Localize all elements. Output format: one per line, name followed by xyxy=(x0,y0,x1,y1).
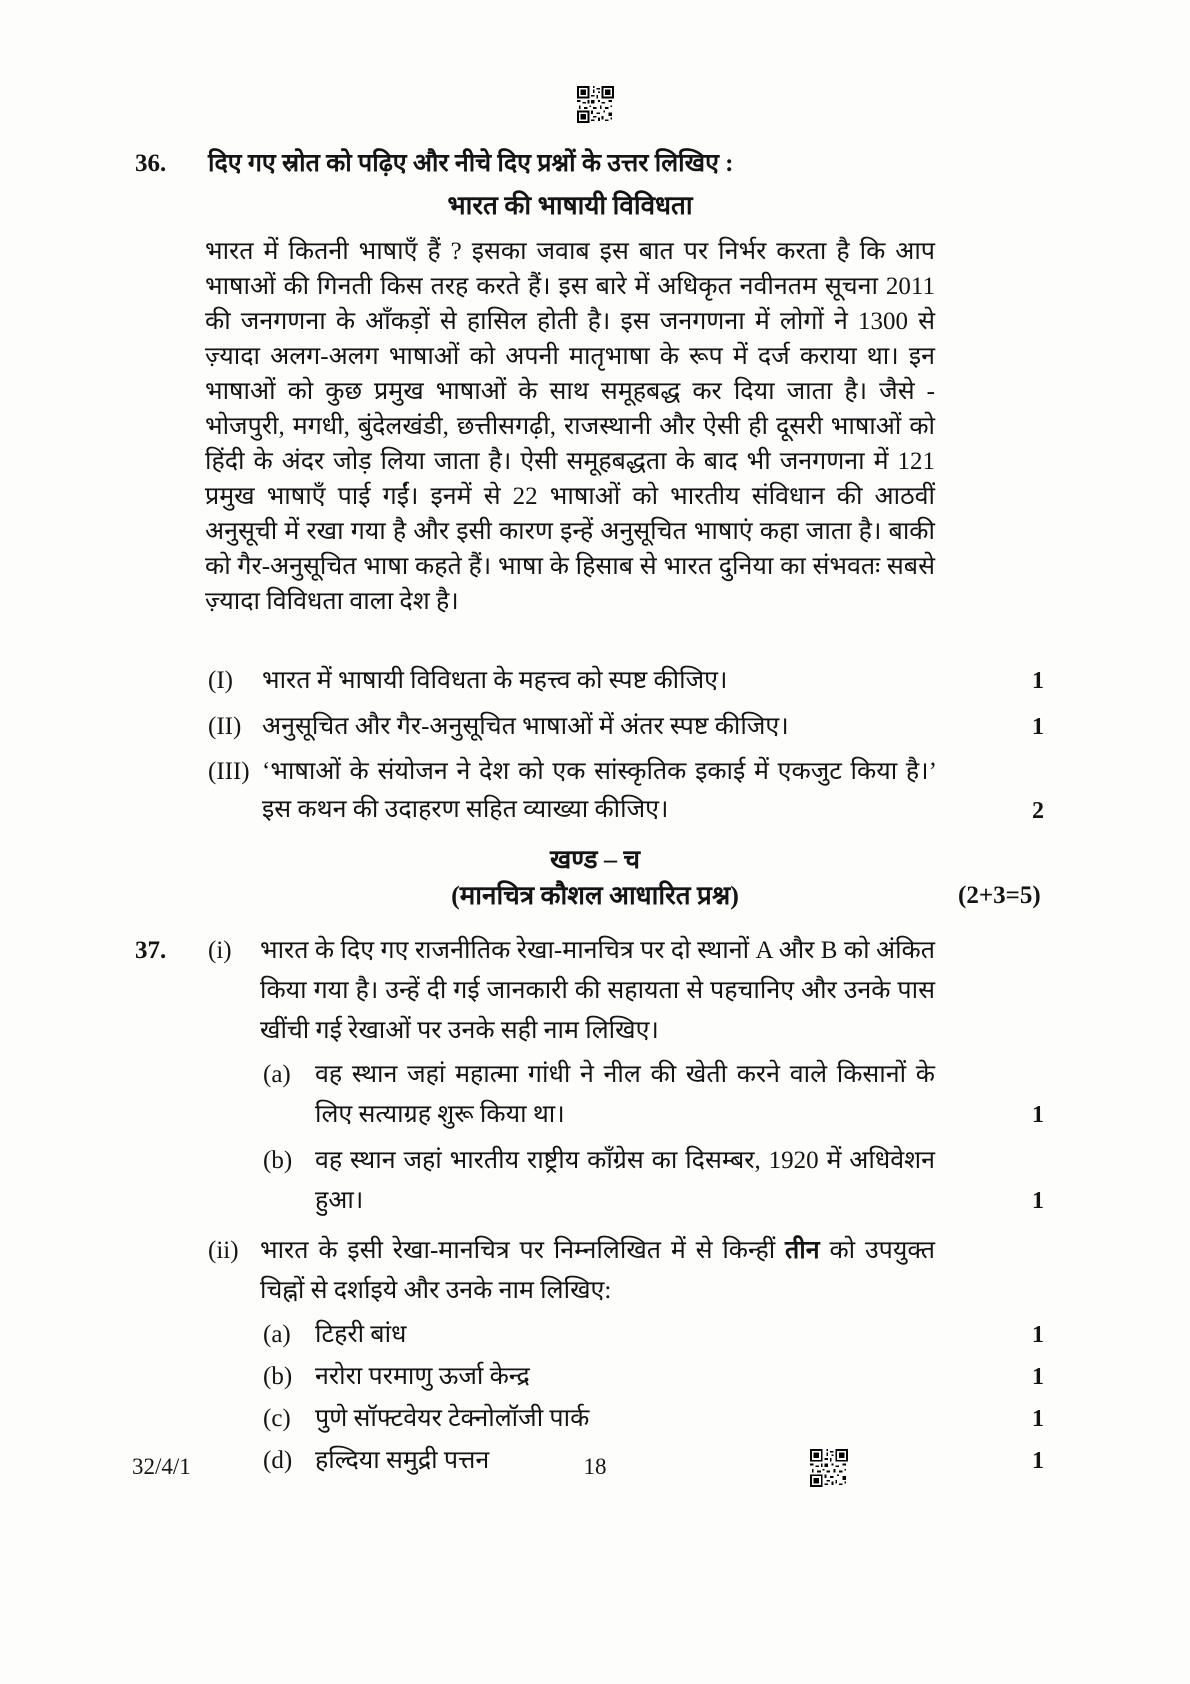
footer-page-number: 18 xyxy=(583,1454,607,1479)
subquestion-row xyxy=(0,709,1190,745)
part-text-bold: तीन xyxy=(785,1237,820,1264)
qr-code-icon xyxy=(577,86,614,123)
part-label: (ii) xyxy=(208,1237,239,1264)
part-text xyxy=(260,1231,935,1311)
item-label: (a) xyxy=(263,1321,291,1348)
map-item-row xyxy=(0,1401,1190,1437)
marks-value: 1 xyxy=(1032,1364,1044,1390)
subquestion-text: ‘भाषाओं के संयोजन ने देश को एक सांस्कृतिक इकाई में एकजुट किया है।’ इस कथन की उदाहरण सहित व्याख्या कीजिए। xyxy=(262,758,937,823)
qr-code-icon xyxy=(810,1448,848,1488)
marks-value: 1 xyxy=(1032,1102,1044,1128)
marks-value: 1 xyxy=(1032,1448,1044,1474)
item-label: (d) xyxy=(263,1447,293,1474)
subquestion-text: अनुसूचित और गैर-अनुसूचित भाषाओं में अंतर स्पष्ट कीजिए। xyxy=(262,713,789,740)
item-text: नरोरा परमाणु ऊर्जा केन्द्र xyxy=(315,1363,530,1390)
question-37-part-ii-row xyxy=(0,1231,1190,1311)
marks-value: 1 xyxy=(1032,1188,1044,1214)
question-37-row xyxy=(0,931,1190,1051)
item-label: (a) xyxy=(263,1061,291,1088)
item-text: टिहरी बांध xyxy=(315,1321,407,1348)
subquestion-row xyxy=(0,663,1190,699)
marks-value: 1 xyxy=(1032,1406,1044,1432)
map-question-row xyxy=(0,1055,1190,1135)
marks-value: 2 xyxy=(1032,798,1044,824)
subquestion-label: (II) xyxy=(208,713,242,740)
part-text-suffix: को उपयुक्त चिह्नों से दर्शाइये और उनके नाम लिखिए: xyxy=(260,1237,935,1304)
item-text: वह स्थान जहां महात्मा गांधी ने नील की खेती करने वाले किसानों के लिए सत्याग्रह शुरू किया था। xyxy=(315,1061,935,1128)
map-question-row xyxy=(0,1141,1190,1221)
section-marks-scheme: (2+3=5) xyxy=(958,882,1041,909)
item-label: (b) xyxy=(263,1363,293,1390)
item-text: वह स्थान जहां भारतीय राष्ट्रीय काँग्रेस का दिसम्बर, 1920 में अधिवेशन हुआ। xyxy=(315,1147,935,1214)
question-number: 37. xyxy=(135,937,167,964)
part-label: (i) xyxy=(208,937,232,964)
subquestion-label: (I) xyxy=(208,667,233,694)
question-heading: दिए गए स्रोत को पढ़िए और नीचे दिए प्रश्नों के उत्तर लिखिए : xyxy=(208,150,734,177)
passage-title: भारत की भाषायी विविधता xyxy=(447,191,693,220)
subquestion-label: (III) xyxy=(208,758,250,785)
map-item-row xyxy=(0,1359,1190,1395)
section-subtitle: (मानचित्र कौशल आधारित प्रश्न) xyxy=(451,881,739,910)
part-text-prefix: भारत के इसी रेखा-मानचित्र पर निम्नलिखित में से किन्हीं xyxy=(260,1237,786,1264)
passage-text: भारत में कितनी भाषाएँ हैं ? इसका जवाब इस बात पर निर्भर करता है कि आप भाषाओं की गिनती किस तरह करते हैं। इस बारे में अधिकृत नवीनतम सूचना 2011 की जनगणना के आँकड़ों से हासिल होती है। इस जनगणना में लोगों ने 1300 से ज़्यादा अलग-अलग भाषाओं को अपनी मातृभाषा के रूप में दर्ज कराया था। इन भाषाओं को कुछ प्रमुख भाषाओं के साथ समूहबद्ध कर दिया जाता है। जैसे - भोजपुरी, मगधी, बुंदेलखंडी, छत्तीसगढ़ी, राजस्थानी और ऐसी ही दूसरी भाषाओं को हिंदी के अंदर जोड़ लिया जाता है। ऐसी समूहबद्धता के बाद भी जनगणना में 121 प्रमुख भाषाएँ पाई गईं। इनमें से 22 भाषाओं को भारतीय संविधान की आठवीं अनुसूची में रखा गया है और इसी कारण इन्हें अनुसूचित भाषाएं कहा जाता है। बाकी को गैर-अनुसूचित भाषा कहते हैं। भाषा के हिसाब से भारत दुनिया का संभवतः सबसे ज़्यादा विविधता वाला देश है। xyxy=(205,238,935,615)
section-subtitle-row xyxy=(0,879,1190,913)
subquestion-text: भारत में भाषायी विविधता के महत्त्व को स्पष्ट कीजिए। xyxy=(262,667,728,694)
item-label: (c) xyxy=(263,1405,291,1432)
item-label: (b) xyxy=(263,1147,293,1174)
item-text: हल्दिया समुद्री पत्तन xyxy=(315,1447,490,1474)
footer-paper-code: 32/4/1 xyxy=(132,1454,191,1479)
marks-value: 1 xyxy=(1032,668,1044,694)
section-title: खण्ड – च xyxy=(549,845,641,874)
part-text: भारत के दिए गए राजनीतिक रेखा-मानचित्र पर दो स्थानों A और B को अंकित किया गया है। उन्हें दी गई जानकारी की सहायता से पहचानिए और उनके पास खींची गई रेखाओं पर उनके सही नाम लिखिए। xyxy=(260,937,935,1044)
map-item-row xyxy=(0,1317,1190,1353)
subquestion-row xyxy=(0,753,1190,829)
question-number: 36. xyxy=(135,150,167,177)
item-text: पुणे सॉफ्टवेयर टेक्नोलॉजी पार्क xyxy=(315,1405,590,1432)
marks-value: 1 xyxy=(1032,1322,1044,1348)
marks-value: 1 xyxy=(1032,714,1044,740)
question-36-heading-row xyxy=(0,148,1190,180)
